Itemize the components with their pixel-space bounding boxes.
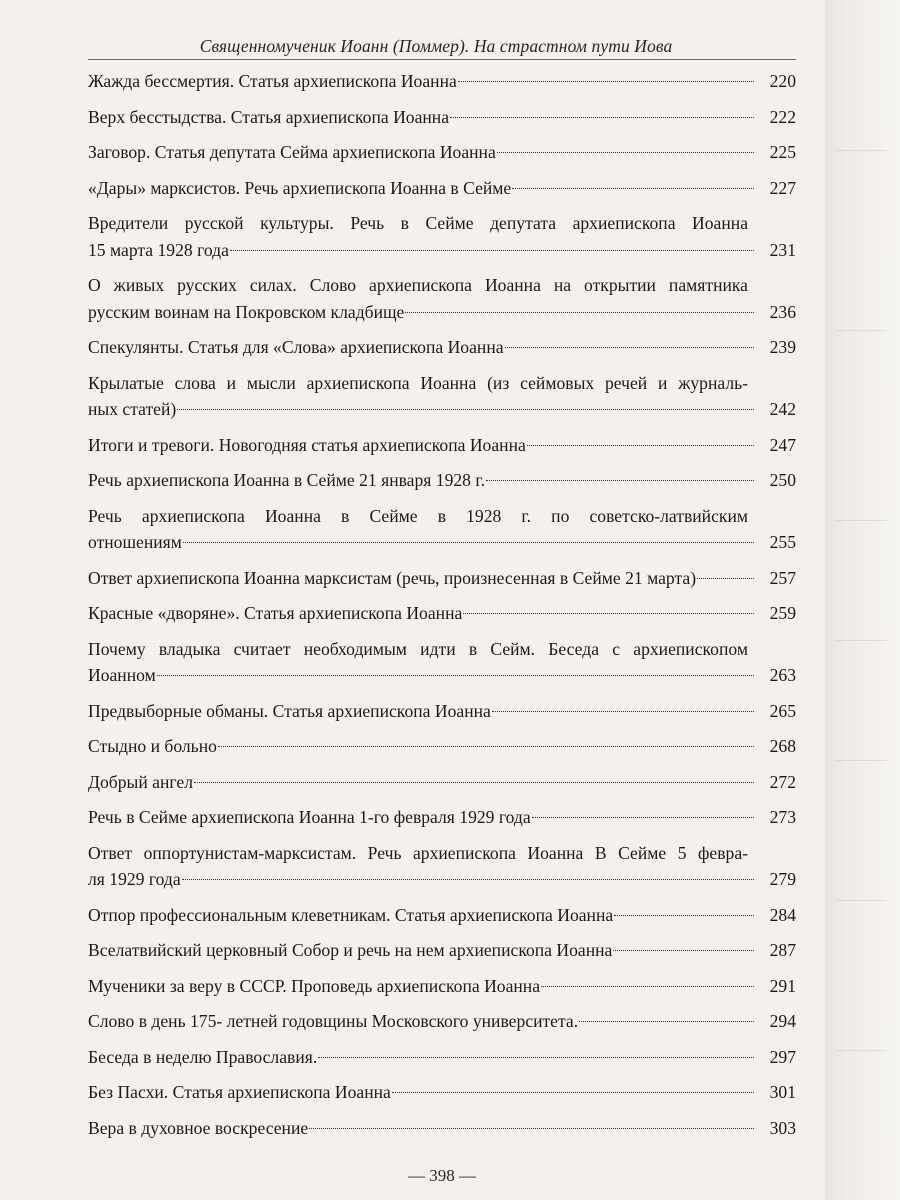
toc-entry-last-line [88, 68, 796, 95]
toc-entry-page: 255 [769, 532, 796, 552]
toc-entry-title: Иоанном [88, 665, 156, 685]
table-of-contents [88, 68, 796, 1150]
toc-entry-last-line [88, 902, 796, 929]
toc-entry [88, 636, 796, 689]
toc-entry-title: ных статей) [88, 399, 177, 419]
toc-entry-title-line: Почему владыка считает необходимым идти в Сейм. Беседа с архиепископом [88, 638, 748, 659]
toc-entry [88, 104, 796, 131]
toc-entry-last-line [88, 600, 796, 627]
toc-entry-page: 272 [769, 771, 796, 792]
dot-leader [450, 117, 754, 118]
dot-leader [505, 347, 754, 348]
dot-leader [182, 879, 754, 880]
toc-entry-title: Верх бесстыдства. Статья архиепископа Иоанна [88, 106, 450, 127]
dot-leader [194, 782, 754, 783]
toc-entry-last-line [88, 937, 796, 964]
toc-entry-page: 297 [769, 1046, 796, 1067]
toc-entry-page: 231 [769, 239, 796, 260]
dot-leader [177, 409, 754, 410]
toc-entry-title: 15 марта 1928 года [88, 239, 229, 260]
toc-entry-page: 301 [769, 1082, 796, 1102]
toc-entry-title-line: Речь архиепископа Иоанна в Сейме в 1928 г. по советско-латвийским [88, 505, 748, 526]
header-rule [88, 59, 796, 60]
toc-entry-page: 257 [769, 567, 796, 588]
toc-entry [88, 698, 796, 725]
toc-entry [88, 272, 796, 325]
dot-leader [183, 542, 754, 543]
dot-leader [486, 480, 754, 481]
toc-entry [88, 175, 796, 202]
toc-entry [88, 370, 796, 423]
toc-entry-page: 263 [769, 665, 796, 685]
toc-entry-last-line [88, 299, 796, 326]
toc-entry-page: 273 [769, 807, 796, 827]
toc-entry-last-line [88, 529, 796, 556]
toc-entry-page: 303 [769, 1117, 796, 1138]
toc-entry [88, 1079, 796, 1106]
toc-entry-title: Жажда бессмертия. Статья архиепископа Иоанна [88, 71, 457, 91]
toc-entry-page: 222 [769, 106, 796, 127]
dot-leader [512, 188, 754, 189]
toc-entry-title: Предвыборные обманы. Статья архиепископа Иоанна [88, 700, 491, 721]
toc-entry-page: 279 [769, 869, 796, 889]
dot-leader [697, 578, 754, 579]
facing-page-edge [825, 0, 900, 1200]
toc-entry [88, 210, 796, 263]
toc-entry [88, 733, 796, 760]
toc-entry [88, 840, 796, 893]
toc-entry-title: русским воинам на Покровском кладбище [88, 301, 405, 322]
toc-entry-title-line: О живых русских силах. Слово архиепископа Иоанна на открытии памятника [88, 275, 748, 295]
toc-entry-page: 265 [769, 700, 796, 721]
toc-entry [88, 1008, 796, 1035]
toc-entry [88, 600, 796, 627]
toc-entry [88, 973, 796, 1000]
toc-entry-title: Вселатвийский церковный Собор и речь на нем архиепископа Иоанна [88, 940, 613, 960]
toc-entry-last-line [88, 467, 796, 494]
toc-entry-title: Отпор профессиональным клеветникам. Статья архиепископа Иоанна [88, 904, 614, 925]
toc-entry-last-line [88, 104, 796, 131]
dot-leader [492, 711, 754, 712]
dot-leader [541, 986, 754, 987]
toc-entry-title-line: Ответ оппортунистам-марксистам. Речь архиепископа Иоанна В Сейме 5 февра- [88, 842, 748, 863]
toc-entry-page: 291 [769, 975, 796, 996]
dot-leader [157, 675, 754, 676]
toc-entry-page: 239 [769, 337, 796, 357]
toc-entry-title: «Дары» марксистов. Речь архиепископа Иоанна в Сейме [88, 177, 512, 198]
toc-entry-title: Итоги и тревоги. Новогодняя статья архиепископа Иоанна [88, 434, 526, 455]
toc-entry-last-line [88, 733, 796, 760]
toc-entry-title: Заговор. Статья депутата Сейма архиепископа Иоанна [88, 142, 496, 162]
toc-entry-title-line: Вредители русской культуры. Речь в Сейме депутата архиепископа Иоанна [88, 213, 748, 233]
toc-entry-title: Красные «дворяне». Статья архиепископа Иоанна [88, 603, 463, 623]
dot-leader [230, 250, 754, 251]
dot-leader [579, 1021, 754, 1022]
toc-entry [88, 1044, 796, 1071]
toc-entry-last-line [88, 1044, 796, 1071]
toc-entry-last-line [88, 1079, 796, 1106]
toc-entry-last-line [88, 1115, 796, 1142]
dot-leader [405, 312, 754, 313]
toc-entry [88, 68, 796, 95]
toc-entry [88, 1115, 796, 1142]
toc-entry-title: ля 1929 года [88, 869, 181, 889]
toc-entry-last-line [88, 1008, 796, 1035]
toc-entry-last-line [88, 866, 796, 893]
toc-entry-title: Стыдно и больно [88, 736, 217, 756]
toc-entry-page: 220 [769, 71, 796, 91]
toc-entry-last-line [88, 662, 796, 689]
dot-leader [532, 817, 754, 818]
dot-leader [392, 1092, 754, 1093]
dot-leader [218, 746, 754, 747]
toc-entry-title: Слово в день 175- летней годовщины Московского университета. [88, 1011, 579, 1031]
toc-entry-page: 294 [769, 1011, 796, 1031]
toc-entry [88, 902, 796, 929]
toc-entry-page: 287 [769, 940, 796, 960]
toc-entry-page: 284 [769, 904, 796, 925]
toc-entry [88, 139, 796, 166]
toc-entry-last-line [88, 237, 796, 264]
toc-entry-page: 268 [769, 736, 796, 756]
toc-entry-page: 227 [769, 177, 796, 198]
toc-entry-page: 250 [769, 470, 796, 490]
toc-entry-title: Ответ архиепископа Иоанна марксистам (речь, произнесенная в Сейме 21 марта) [88, 567, 697, 588]
toc-entry-title: Без Пасхи. Статья архиепископа Иоанна [88, 1082, 391, 1102]
toc-entry-title: отношениям [88, 532, 182, 552]
toc-entry-last-line [88, 334, 796, 361]
toc-entry-last-line [88, 973, 796, 1000]
toc-entry-last-line [88, 175, 796, 202]
toc-entry-title: Речь архиепископа Иоанна в Сейме 21 января 1928 г. [88, 470, 485, 490]
toc-entry-last-line [88, 804, 796, 831]
toc-entry-page: 225 [769, 142, 796, 162]
toc-entry-title: Беседа в неделю Православия. [88, 1046, 318, 1067]
toc-entry [88, 432, 796, 459]
toc-entry-page: 247 [769, 434, 796, 455]
dot-leader [309, 1128, 754, 1129]
toc-entry-last-line [88, 769, 796, 796]
dot-leader [458, 81, 754, 82]
toc-entry-page: 259 [769, 603, 796, 623]
toc-entry [88, 467, 796, 494]
toc-entry-title: Добрый ангел [88, 771, 193, 792]
toc-entry-page: 236 [769, 301, 796, 322]
toc-entry-title-line: Крылатые слова и мысли архиепископа Иоанна (из сеймовых речей и журналь- [88, 372, 748, 393]
page-number: — 398 — [408, 1166, 476, 1185]
toc-entry [88, 937, 796, 964]
toc-entry-last-line [88, 565, 796, 592]
dot-leader [463, 613, 754, 614]
toc-entry-last-line [88, 396, 796, 423]
dot-leader [527, 445, 754, 446]
toc-entry-last-line [88, 139, 796, 166]
toc-entry-page: 242 [769, 399, 796, 419]
dot-leader [614, 915, 754, 916]
toc-entry [88, 503, 796, 556]
dot-leader [318, 1057, 754, 1058]
toc-entry-title: Речь в Сейме архиепископа Иоанна 1-го февраля 1929 года [88, 807, 531, 827]
toc-entry [88, 804, 796, 831]
toc-entry [88, 565, 796, 592]
toc-entry-last-line [88, 432, 796, 459]
toc-entry-last-line [88, 698, 796, 725]
toc-entry-title: Спекулянты. Статья для «Слова» архиепископа Иоанна [88, 337, 504, 357]
toc-entry [88, 334, 796, 361]
dot-leader [497, 152, 754, 153]
toc-entry-title: Вера в духовное воскресение [88, 1117, 309, 1138]
dot-leader [613, 950, 754, 951]
toc-entry [88, 769, 796, 796]
toc-entry-title: Мученики за веру в СССР. Проповедь архиепископа Иоанна [88, 975, 541, 996]
running-header: Священномученик Иоанн (Поммер). На страстном пути Иова [199, 36, 673, 56]
